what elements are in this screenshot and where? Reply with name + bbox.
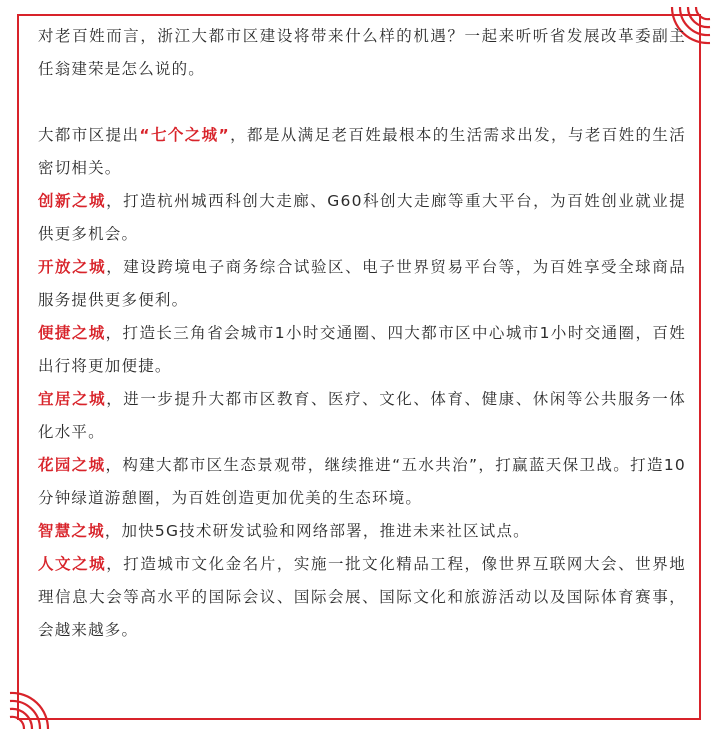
city-paragraph <box>38 251 686 317</box>
city-title: 创新之城 <box>38 192 107 210</box>
city-paragraph <box>38 515 686 548</box>
city-paragraph <box>38 317 686 383</box>
city-text: ，加快5G技术研发试验和网络部署，推进未来社区试点。 <box>104 522 530 540</box>
city-paragraph <box>38 449 686 515</box>
city-text: ，打造长三角省会城市1小时交通圈、四大都市区中心城市1小时交通圈，百姓出行将更加便捷。 <box>38 324 686 375</box>
city-text: ，构建大都市区生态景观带，继续推进“五水共治”，打赢蓝天保卫战。打造10分钟绿道游憩圈，为百姓创造更加优美的生态环境。 <box>38 456 686 507</box>
city-paragraph <box>38 185 686 251</box>
city-title: 开放之城 <box>38 258 107 276</box>
summary-text: ，都是从满足老百姓最根本的生活需求出发，与老百姓的生活密切相关。 <box>38 126 687 177</box>
city-paragraph <box>38 548 686 647</box>
seven-cities-highlight: “七个之城” <box>139 126 230 144</box>
summary-text: 大都市区提出 <box>38 126 140 144</box>
article-body <box>38 20 686 647</box>
paragraph-gap <box>38 86 686 119</box>
corner-ornament-icon <box>6 687 52 733</box>
city-title: 花园之城 <box>38 456 106 474</box>
city-title: 人文之城 <box>38 555 107 573</box>
city-title: 宜居之城 <box>38 390 107 408</box>
city-text: ，进一步提升大都市区教育、医疗、文化、体育、健康、休闲等公共服务一体化水平。 <box>38 390 686 441</box>
city-title: 智慧之城 <box>38 522 105 540</box>
summary-paragraph <box>38 119 686 185</box>
city-text: ，建设跨境电子商务综合试验区、电子世界贸易平台等，为百姓享受全球商品服务提供更多便利。 <box>38 258 686 309</box>
city-paragraph <box>38 383 686 449</box>
intro-paragraph: 对老百姓而言，浙江大都市区建设将带来什么样的机遇？一起来听听省发展改革委副主任翁建荣是怎么说的。 <box>38 27 686 78</box>
city-text: ，打造城市文化金名片，实施一批文化精品工程，像世界互联网大会、世界地理信息大会等高水平的国际会议、国际会展、国际文化和旅游活动以及国际体育赛事，会越来越多。 <box>38 555 686 639</box>
city-text: ，打造杭州城西科创大走廊、G60科创大走廊等重大平台，为百姓创业就业提供更多机会。 <box>38 192 686 243</box>
city-title: 便捷之城 <box>38 324 106 342</box>
